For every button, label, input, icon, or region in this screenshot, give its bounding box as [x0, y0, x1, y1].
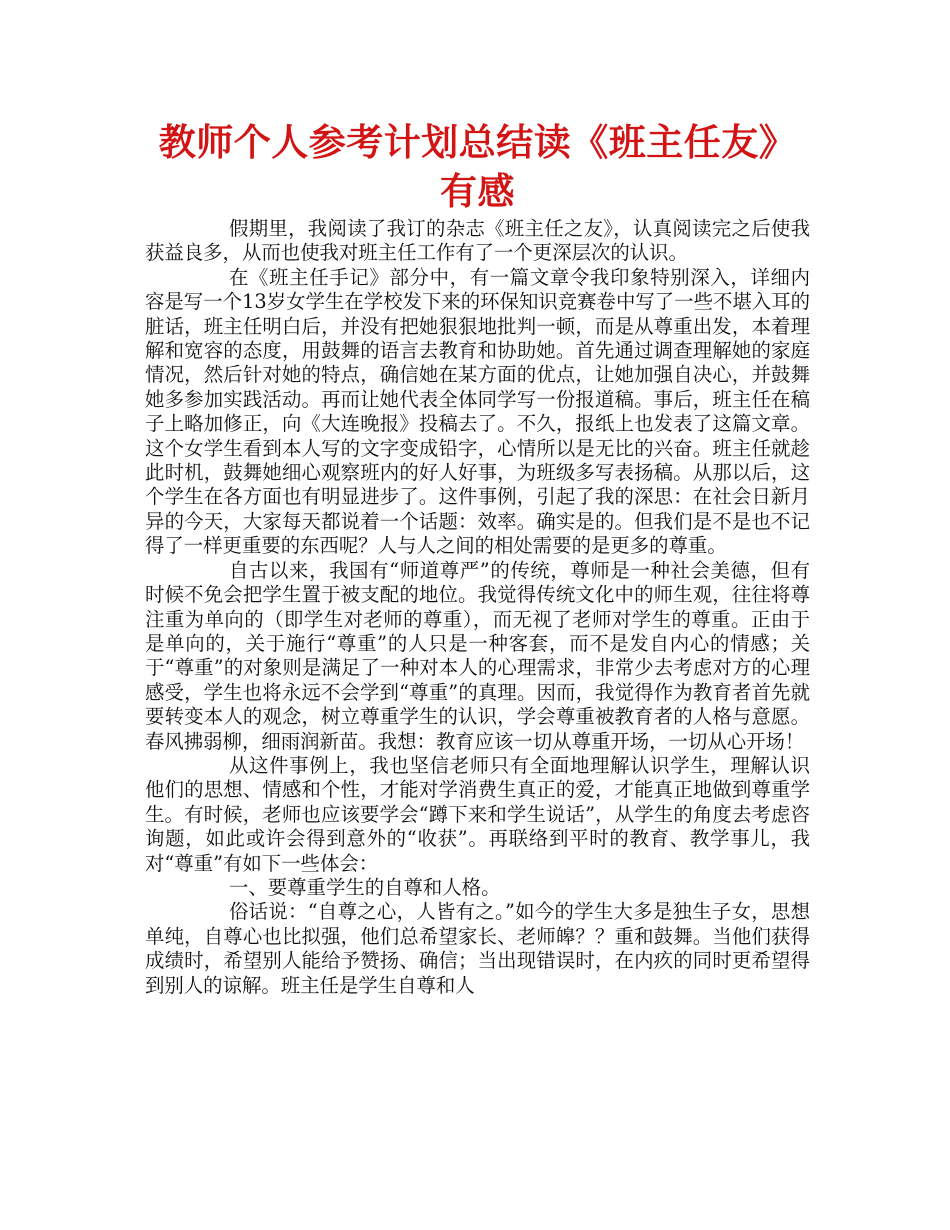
section-heading: 一、要尊重学生的自尊和人格。: [229, 875, 501, 899]
body-paragraph: 自古以来，我国有“师道尊严”的传统，尊师是一种社会美德，但有时候不免会把学生置于被支配的地位。我觉得传统文化中的师生观，往往将尊注重为单向的（即学生对老师的尊重），而无视了老师对学生的尊重。正由于是单向的，关于施行“尊重”的人只是一种客套，而不是发自内心的情感；关于“尊重”的对象则是满足了一种对本人的心理需求，非常少去考虑对方的心理感受，学生也将永远不会学到“尊重”的真理。因而，我觉得作为教育者首先就要转变本人的观念，树立尊重学生的认识，学会尊重被教育者的人格与意愿。春风拂弱柳，细雨润新苗。我想：教育应该一切从尊重开场，一切从心开场！: [145, 558, 810, 753]
body-paragraph: 俗话说：“自尊之心，人皆有之。”如今的学生大多是独生子女，思想单纯，自尊心也比拟强，他们总希望家长、老师皞？？重和鼓舞。当他们获得成绩时，希望别人能给予赞扬、确信；当出现错误时，在内疚的同时更希望得到别人的谅解。班主任是学生自尊和人: [145, 900, 810, 997]
document-page: [145, 118, 810, 998]
body-paragraph: 从这件事例上，我也坚信老师只有全面地理解认识学生，理解认识他们的思想、情感和个性，才能对学消费生真正的爱，才能真正地做到尊重学生。有时候，老师也应该要学会“蹲下来和学生说话”，从学生的角度去考虑咨询题，如此或许会得到意外的“收获”。再联络到平时的教育、教学事儿，我对“尊重”有如下一些体会：: [145, 753, 810, 875]
document-title: 教师个人参考计划总结读《班主任友》有感: [158, 121, 797, 213]
document-body: [145, 217, 810, 998]
body-paragraph: 假期里，我阅读了我订的杂志《班主任之友》，认真阅读完之后使我获益良多，从而也使我对班主任工作有了一个更深层次的认识。: [145, 217, 810, 265]
body-paragraph: 在《班主任手记》部分中，有一篇文章令我印象特别深入，详细内容是写一个13岁女学生在学校发下来的环保知识竞赛卷中写了一些不堪入耳的脏话，班主任明白后，并没有把她狠狠地批判一顿，而是从尊重出发，本着理解和宽容的态度，用鼓舞的语言去教育和协助她。首先通过调查理解她的家庭情况，然后针对她的特点，确信她在某方面的优点，让她加强自决心，并鼓舞她多参加实践活动。再而让她代表全体同学写一份报道稿。事后，班主任在稿子上略加修正，向《大连晚报》投稿去了。不久，报纸上也发表了这篇文章。这个女学生看到本人写的文字变成铅字，心情所以是无比的兴奋。班主任就趁此时机，鼓舞她细心观察班内的好人好事，为班级多写表扬稿。从那以后，这个学生在各方面也有明显进步了。这件事例，引起了我的深思：在社会日新月异的今天，大家每天都说着一个话题：效率。确实是的。但我们是不是也不记得了一样更重要的东西呢？人与人之间的相处需要的是更多的尊重。: [145, 265, 810, 558]
